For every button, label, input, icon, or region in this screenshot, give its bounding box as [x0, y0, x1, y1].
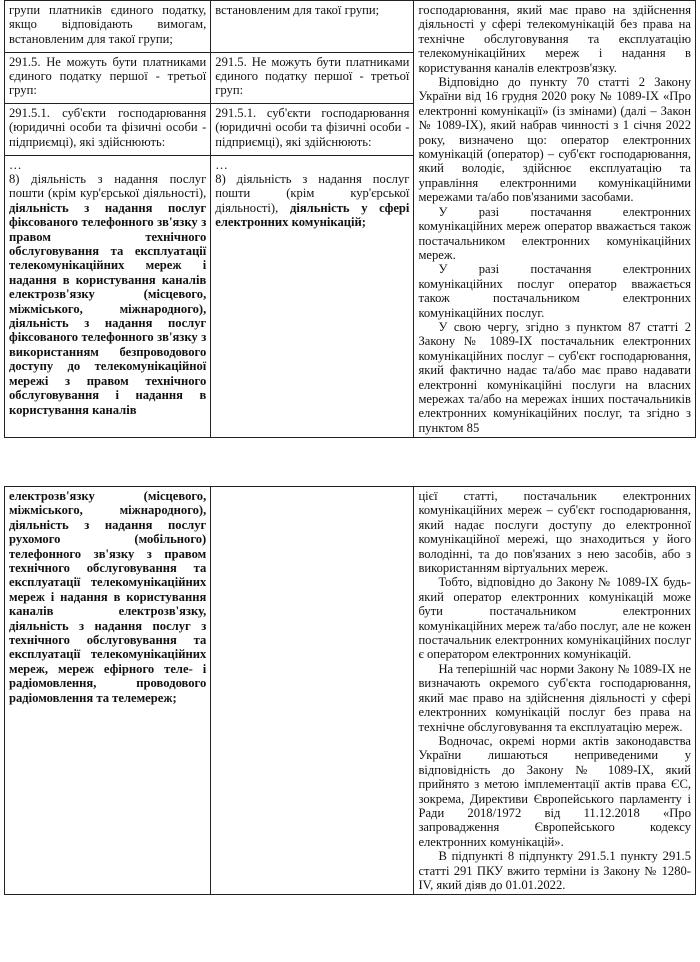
commentary-bottom-p1: Тобто, відповідно до Закону № 1089-IX будь-який оператор електронних комунікацій може бути постачальником електронних комунікаційних мереж та/або послуг, але не кожен постачальник електронних комунікаційних послуг є оператором електронних комунікацій. — [418, 575, 691, 662]
cell-col1-continued — [5, 487, 211, 895]
cell-commentary-bottom — [414, 487, 696, 895]
commentary-bottom-p3: Водночас, окремі норми актів законодавства України лишаються неприведеними у відповідність до Закону № 1089-IX, який прийнято з метою імплементації актів права ЄС, зокрема, Директиви Європейського парламенту і Ради 2018/1972 від 11.12.2018 «Про запровадження Європейського кодексу електронних комунікацій». — [418, 733, 691, 849]
commentary-top-p0: господарювання, який має право на здійснення діяльності у сфері телекомунікацій без права на технічне обслуговування та експлуатацію телекомунікаційних мереж і надання в користування каналів електрозв'язку. — [418, 3, 691, 75]
table-bottom-section — [4, 486, 696, 895]
commentary-top-p2: У разі постачання електронних комунікаційних мереж оператор вважається також постачальником електронних комунікаційних мереж. — [418, 204, 691, 262]
text-col2-item-8-plain: 8) діяльність з надання послуг пошти (крім кур'єрської діяльності), — [215, 172, 410, 215]
cell-col2-291-5 — [211, 52, 414, 104]
table-top-section — [4, 0, 696, 438]
ellipsis-col2: … — [215, 157, 228, 172]
cell-col1-fragment — [5, 1, 211, 53]
text-col1-291-5-1: 291.5.1. суб'єкти господарювання (юридичні особи та фізичні особи - підприємці), які здійснюють: — [9, 106, 207, 149]
commentary-bottom-p2: На теперішній час норми Закону № 1089-IX не визначають окремого суб'єкта господарювання, який має право на здійснення діяльності у сфері електронних комунікацій послуг без права на технічне обслуговування та експлуатацію мереж. — [418, 661, 691, 734]
commentary-bottom-p4: В підпункті 8 підпункту 291.5.1 пункту 291.5 статті 291 ПКУ вжито терміни із Закону № 1280-IV, який діяв до 01.01.2022. — [418, 849, 691, 892]
text-col1-fragment: групи платників єдиного податку, якщо відповідають вимогам, встановленим для такої групи; — [9, 3, 207, 46]
cell-col2-291-5-1 — [211, 104, 414, 156]
text-col2-291-5: 291.5. Не можуть бути платниками єдиного податку першої - третьої груп: — [215, 54, 410, 98]
cell-commentary-top — [414, 1, 696, 438]
text-col2-item-8-bold: діяльність у сфері електронних комунікацій; — [215, 200, 410, 230]
commentary-top-p4: У свою чергу, згідно з пунктом 87 статті 2 Закону № 1089-IX постачальник електронних комунікаційних послуг – суб'єкт господарювання, який фактично надає та/або має право надавати електронні комунікаційні послуги на власних мережах та/або на мережах інших постачальників електронних комунікаційних послуг, та згідно з пунктом 85 — [418, 319, 691, 435]
commentary-bottom-p0: цієї статті, постачальник електронних комунікаційних мереж – суб'єкт господарювання, який надає послуги доступу до електронної комунікаційної мережі, що знаходиться у його володінні, та до пов'язаних з нею засобів, або з використанням віртуальних мереж. — [418, 489, 691, 576]
cell-col1-291-5 — [5, 52, 211, 104]
commentary-top-p1: Відповідно до пункту 70 статті 2 Закону України від 16 грудня 2020 року № 1089-IX «Про електронні комунікації» (із змінами) (далі – Закон № 1089-IX), який набрав чинності з 1 січня 2022 року, визначено що: оператор електронних комунікацій (оператор) – суб'єкт господарювання, який володіє, здійснює експлуатацію та управління електронними комунікаційними мережами та/або пов'язаними засобами. — [418, 75, 691, 205]
ellipsis-col1: … — [9, 157, 22, 172]
text-col1-291-5: 291.5. Не можуть бути платниками єдиного податку першої - третьої груп: — [9, 54, 207, 98]
text-col1-item-8-bold: діяльність з надання послуг фіксованого телефонного зв'язку з правом технічного обслуговування та експлуатації телекомунікаційних мереж і надання в користування каналів електрозв'язку (місцевого, міжміського, міжнародного), діяльність з надання послуг фіксованого телефонного зв'язку з використанням безпроводового доступу до телекомунікаційної мережі з правом технічного обслуговування і надання в користування каналів — [9, 200, 207, 417]
text-col2-291-5-1: 291.5.1. суб'єкти господарювання (юридичні особи та фізичні особи - підприємці), які здійснюють: — [215, 106, 410, 149]
text-col1-item-8-plain: 8) діяльність з надання послуг пошти (крім кур'єрської діяльності), — [9, 172, 207, 201]
cell-col2-empty — [211, 487, 414, 895]
cell-col2-fragment — [211, 1, 414, 53]
text-col1-continued-bold: електрозв'язку (місцевого, міжміського, міжнародного), діяльність з надання послуг рухомого (мобільного) телефонного зв'язку з правом технічного обслуговування та експлуатації телекомунікаційних мереж і надання в користування каналів електрозв'язку, діяльність з надання послуг з технічного обслуговування та експлуатації телекомунікаційних мереж, мереж ефірного теле- і радіомовлення, проводового радіомовлення та телемереж; — [9, 489, 207, 705]
cell-col2-item-8 — [211, 155, 414, 438]
text-col2-fragment: встановленим для такої групи; — [215, 3, 380, 17]
cell-col1-item-8 — [5, 155, 211, 438]
cell-col1-291-5-1 — [5, 104, 211, 156]
commentary-top-p3: У разі постачання електронних комунікаційних послуг оператор вважається також постачальником електронних комунікаційних послуг. — [418, 262, 691, 320]
